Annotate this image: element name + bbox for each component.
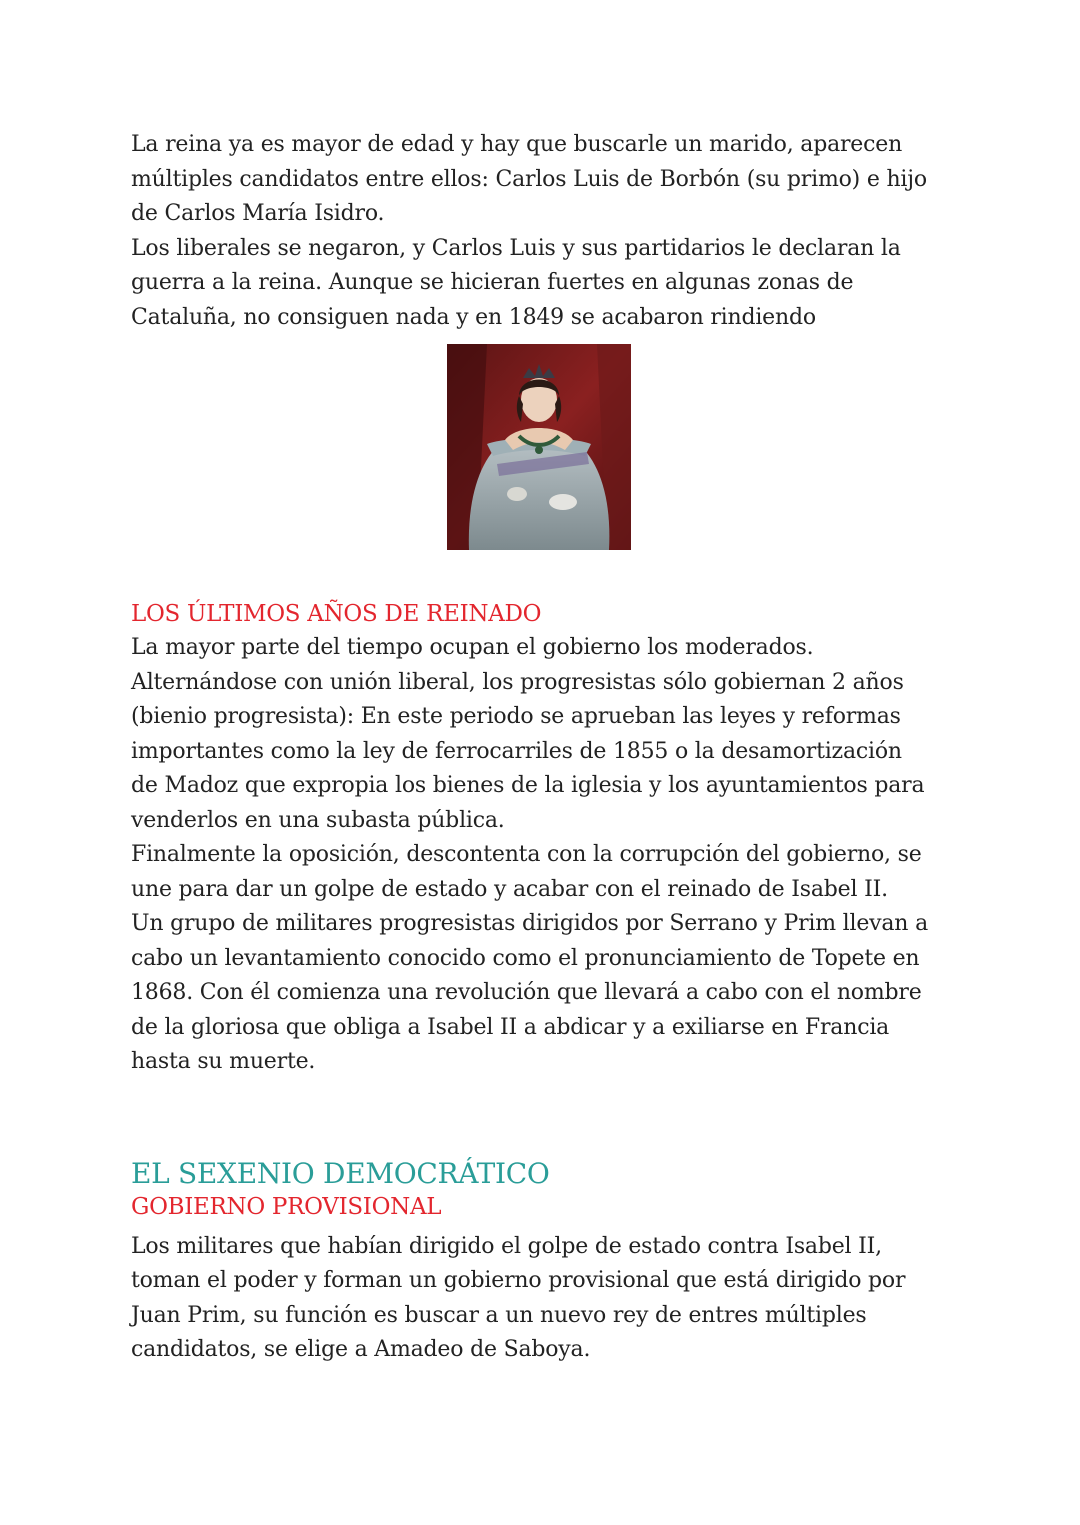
text-line: venderlos en una subasta pública.: [131, 807, 505, 833]
text-line: de la gloriosa que obliga a Isabel II a abdicar y a exiliarse en Francia: [131, 1014, 890, 1040]
text-line: guerra a la reina. Aunque se hicieran fuertes en algunas zonas de: [131, 270, 854, 295]
paragraph-provisional-government: [131, 1230, 951, 1368]
section-heading-sexenio: EL SEXENIO DEMOCRÁTICO: [131, 1156, 550, 1190]
text-line: (bienio progresista): En este periodo se aprueban las leyes y reformas: [131, 704, 901, 729]
text-line: une para dar un golpe de estado y acabar con el reinado de Isabel II.: [131, 876, 888, 902]
text-line: Cataluña, no consiguen nada y en 1849 se acabaron rindiendo: [131, 304, 816, 330]
text-line: de Madoz que expropia los bienes de la iglesia y los ayuntamientos para: [131, 773, 925, 798]
portrait-painting-icon: [447, 344, 631, 550]
text-line: Un grupo de militares progresistas dirigidos por Serrano y Prim llevan a: [131, 911, 928, 936]
subheading-provisional-government: GOBIERNO PROVISIONAL: [131, 1193, 442, 1220]
text-line: importantes como la ley de ferrocarriles de 1855 o la desamortización: [131, 738, 902, 764]
text-line: cabo un levantamiento conocido como el pronunciamiento de Topete en: [131, 945, 920, 971]
text-line: Los liberales se negaron, y Carlos Luis y sus partidarios le declaran la: [131, 235, 901, 261]
text-line: 1868. Con él comienza una revolución que llevará a cabo con el nombre: [131, 980, 922, 1005]
text-line: La reina ya es mayor de edad y hay que buscarle un marido, aparecen: [131, 132, 903, 157]
text-line: Finalmente la oposición, descontenta con la corrupción del gobierno, se: [131, 842, 922, 867]
section-heading-last-years: LOS ÚLTIMOS AÑOS DE REINADO: [131, 601, 542, 627]
text-line: Juan Prim, su función es buscar a un nuevo rey de entres múltiples: [131, 1302, 867, 1328]
document-page: [131, 128, 951, 1368]
paragraph-last-years: [131, 631, 951, 1080]
text-line: Los militares que habían dirigido el golpe de estado contra Isabel II,: [131, 1233, 882, 1259]
text-line: candidatos, se elige a Amadeo de Saboya.: [131, 1337, 591, 1362]
text-line: de Carlos María Isidro.: [131, 201, 385, 226]
text-line: toman el poder y forman un gobierno provisional que está dirigido por: [131, 1268, 906, 1293]
text-line: hasta su muerte.: [131, 1049, 316, 1074]
text-line: Alternándose con unión liberal, los progresistas sólo gobiernan 2 años: [131, 669, 904, 695]
text-line: múltiples candidatos entre ellos: Carlos Luis de Borbón (su primo) e hijo: [131, 166, 927, 192]
paragraph-marriage-candidates: [131, 128, 951, 335]
text-line: La mayor parte del tiempo ocupan el gobierno los moderados.: [131, 635, 814, 660]
